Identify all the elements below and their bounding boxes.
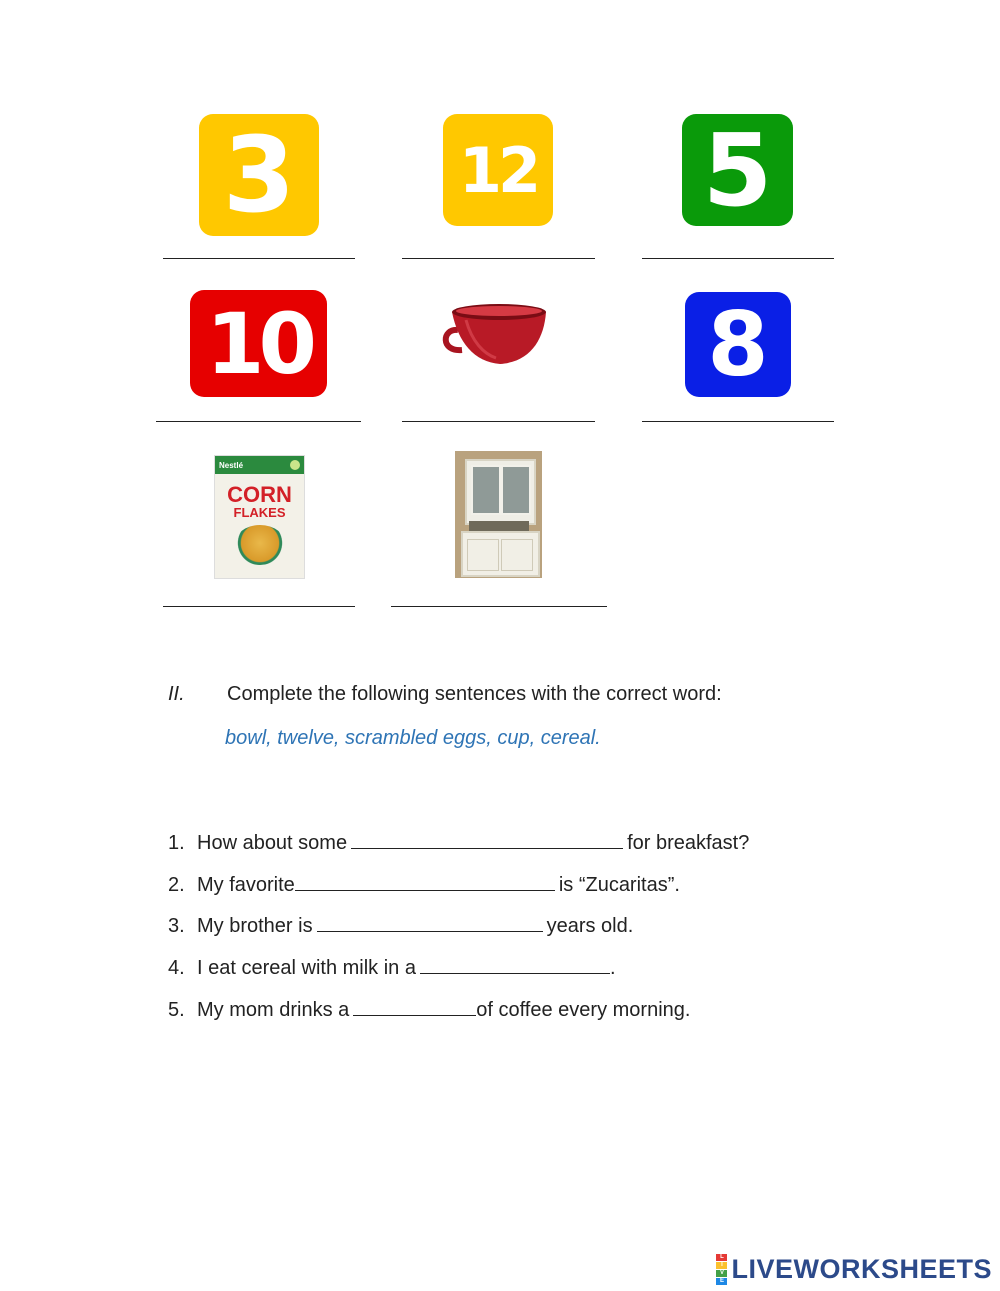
sentence-5: 5. My mom drinks a of coffee every morning. [168,999,691,1021]
sentence-blank-5[interactable] [353,997,476,1016]
cereal-box-header [215,456,304,474]
word-bank: bowl, twelve, scrambled eggs, cup, cereal. [225,727,601,749]
logo-mark-icon: L I V E [716,1254,727,1285]
cereal-box-title-line2: FLAKES [233,505,286,520]
number-tile-3: 3 [199,114,319,236]
section-instruction: Complete the following sentences with the correct word: [227,683,722,705]
section-number: II. [168,683,185,705]
cereal-bowl-icon [234,525,286,565]
sentence-2: 2. My favorite is “Zucaritas”. [168,874,680,896]
answer-line-8[interactable] [391,606,607,607]
answer-line-4[interactable] [156,421,361,422]
logo-text: LIVEWORKSHEETS [731,1254,992,1284]
cereal-box-brand: Nestlé [219,460,244,470]
sentence-number: 2. [168,874,185,896]
sentence-3: 3. My brother is years old. [168,915,634,937]
number-tile-12: 12 [443,114,553,226]
sentence-1: 1. How about some for breakfast? [168,832,750,854]
number-tile-8: 8 [685,292,791,397]
answer-line-3[interactable] [642,258,834,259]
sentence-blank-1[interactable] [351,830,623,849]
number-tile-5: 5 [682,114,793,226]
sentence-4: 4. I eat cereal with milk in a . [168,957,616,979]
answer-line-5[interactable] [402,421,595,422]
cupboard-icon [455,451,542,578]
answer-line-7[interactable] [163,606,355,607]
sentence-blank-3[interactable] [317,913,543,932]
number-tile-10: 10 [190,290,327,397]
sentence-number: 1. [168,832,185,854]
answer-line-6[interactable] [642,421,834,422]
sentence-number: 3. [168,915,185,937]
sentence-blank-2[interactable] [295,872,555,891]
liveworksheets-logo[interactable] [716,1254,992,1285]
cereal-box-title-line1: CORN [227,482,292,507]
cereal-box-icon [214,455,305,579]
sentence-blank-4[interactable] [420,955,610,974]
leaf-icon [290,460,300,470]
sentence-number: 5. [168,999,185,1021]
answer-line-2[interactable] [402,258,595,259]
red-cup-icon [438,300,550,370]
sentence-number: 4. [168,957,185,979]
answer-line-1[interactable] [163,258,355,259]
